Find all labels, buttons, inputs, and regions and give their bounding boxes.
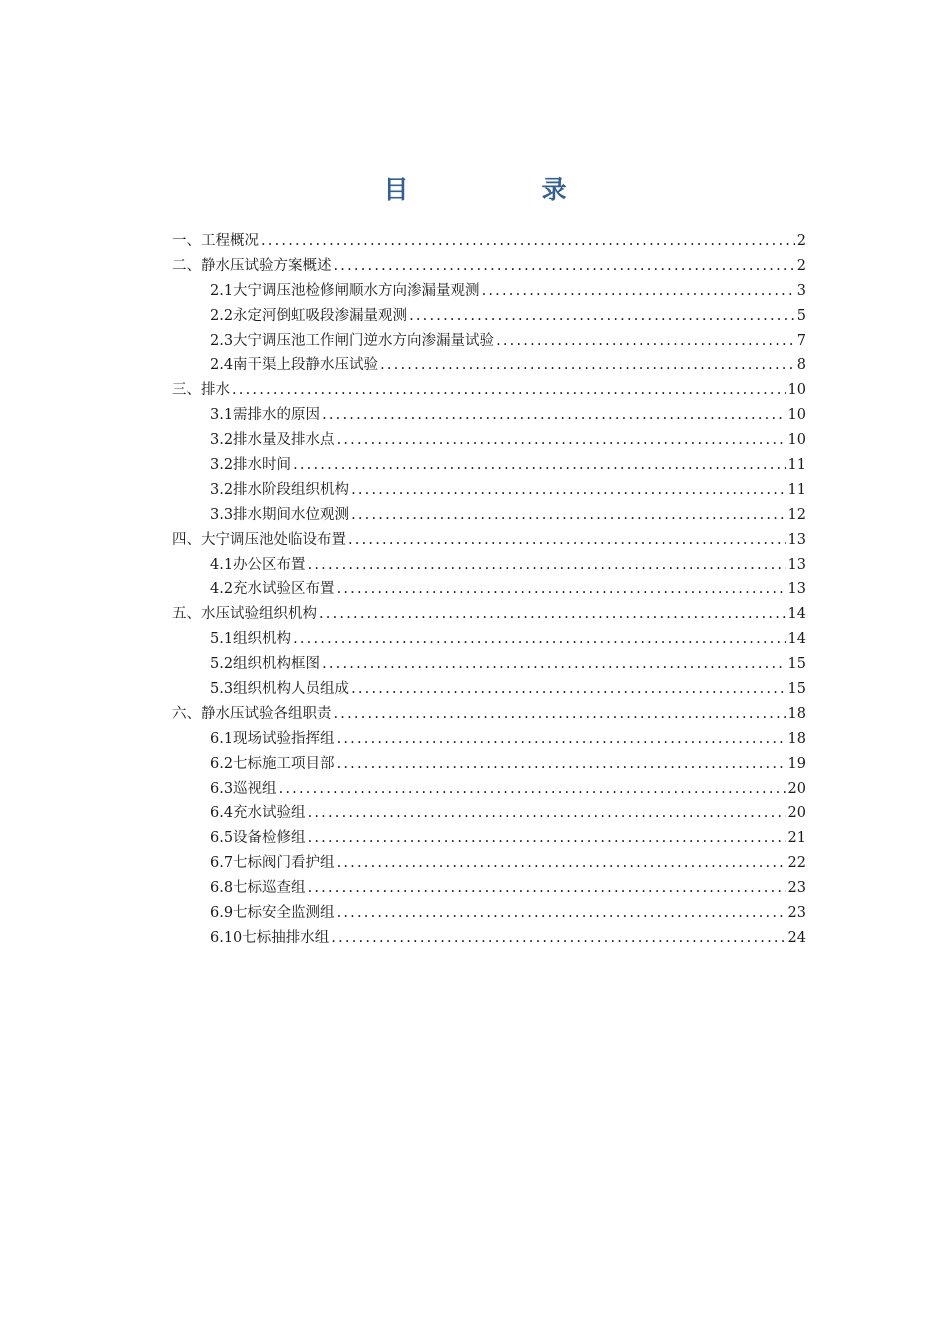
toc-dot-leader: [308, 876, 786, 901]
toc-entry-label: 3.2排水量及排水点: [210, 432, 335, 449]
toc-entry-label: 三、排水: [172, 382, 230, 399]
toc-dot-leader: [496, 329, 795, 354]
toc-entry[interactable]: [172, 353, 806, 378]
toc-entry-label: 2.1大宁调压池检修闸顺水方向渗漏量观测: [210, 282, 480, 299]
toc-dot-leader: [348, 528, 786, 553]
toc-entry-page-number: 2: [796, 233, 806, 249]
toc-entry[interactable]: [172, 801, 806, 826]
toc-entry[interactable]: [172, 851, 806, 876]
toc-dot-leader: [337, 752, 786, 777]
toc-entry-label: 4.1办公区布置: [210, 556, 306, 573]
toc-entry[interactable]: [172, 403, 806, 428]
toc-dot-leader: [337, 577, 786, 602]
toc-entry-page-number: 18: [787, 730, 806, 747]
toc-entry-label: 5.3组织机构人员组成: [210, 681, 350, 698]
toc-dot-leader: [331, 926, 785, 951]
toc-entry[interactable]: [172, 428, 806, 453]
toc-dot-leader: [334, 254, 795, 279]
toc-entry-page-number: 20: [787, 780, 806, 797]
toc-entry-label: 2.2永定河倒虹吸段渗漏量观测: [210, 307, 408, 324]
toc-entry-page-number: 23: [787, 880, 806, 897]
toc-dot-leader: [261, 229, 795, 254]
toc-entry[interactable]: [172, 503, 806, 528]
toc-entry-page-number: 8: [796, 357, 806, 374]
toc-entry[interactable]: [172, 478, 806, 503]
toc-dot-leader: [319, 602, 786, 627]
toc-entry-label: 2.3大宁调压池工作闸门逆水方向渗漏量试验: [210, 332, 495, 349]
toc-entry[interactable]: [172, 826, 806, 851]
toc-dot-leader: [351, 503, 785, 528]
toc-entry[interactable]: [172, 677, 806, 702]
toc-dot-leader: [334, 702, 786, 727]
toc-entry-page-number: 14: [787, 631, 806, 648]
toc-entry[interactable]: [172, 602, 806, 627]
toc-entry-label: 3.2排水阶段组织机构: [210, 481, 350, 498]
toc-entry-page-number: 13: [787, 581, 806, 598]
toc-entry-label: 4.2充水试验区布置: [210, 581, 335, 598]
toc-entry-label: 5.2组织机构框图: [210, 656, 321, 673]
toc-entry-page-number: 14: [787, 606, 806, 623]
toc-entry[interactable]: [172, 279, 806, 304]
toc-dot-leader: [380, 353, 795, 378]
toc-entry-page-number: 23: [787, 905, 806, 922]
toc-entry-page-number: 5: [796, 307, 806, 324]
toc-entry-label: 6.7七标阀门看护组: [210, 855, 335, 872]
toc-dot-leader: [293, 627, 785, 652]
toc-dot-leader: [482, 279, 795, 304]
toc-entry-page-number: 18: [787, 705, 806, 722]
toc-entry-label: 5.1组织机构: [210, 631, 292, 648]
toc-entry[interactable]: [172, 627, 806, 652]
toc-entry-page-number: 15: [787, 681, 806, 698]
toc-dot-leader: [308, 553, 786, 578]
toc-dot-leader: [322, 403, 785, 428]
toc-entry-label: 3.2排水时间: [210, 457, 292, 474]
toc-dot-leader: [337, 727, 786, 752]
toc-entry-label: 6.1现场试验指挥组: [210, 730, 335, 747]
toc-dot-leader: [351, 677, 785, 702]
toc-dot-leader: [308, 801, 786, 826]
toc-entry[interactable]: [172, 702, 806, 727]
toc-entry[interactable]: [172, 777, 806, 802]
toc-dot-leader: [322, 652, 785, 677]
toc-entry-label: 3.1需排水的原因: [210, 407, 321, 424]
toc-entry[interactable]: [172, 926, 806, 951]
toc-entry-page-number: 13: [787, 556, 806, 573]
toc-entry[interactable]: [172, 329, 806, 354]
toc-dot-leader: [279, 777, 786, 802]
toc-entry-page-number: 11: [787, 457, 806, 474]
toc-entry-page-number: 10: [787, 407, 806, 424]
toc-entry-page-number: 10: [787, 382, 806, 399]
toc-entry-page-number: 11: [787, 481, 806, 498]
toc-entry-label: 6.2七标施工项目部: [210, 755, 335, 772]
toc-entry[interactable]: [172, 727, 806, 752]
toc-entry-label: 6.10七标抽排水组: [210, 929, 330, 946]
toc-entry-label: 二、静水压试验方案概述: [172, 257, 332, 274]
toc-dot-leader: [293, 453, 785, 478]
toc-entry[interactable]: [172, 752, 806, 777]
toc-entry-label: 6.8七标巡查组: [210, 880, 306, 897]
toc-entry-label: 6.4充水试验组: [210, 805, 306, 822]
toc-entry-label: 6.5设备检修组: [210, 830, 306, 847]
toc-entry[interactable]: [172, 254, 806, 279]
toc-entry-page-number: 13: [787, 531, 806, 548]
toc-entry[interactable]: [172, 453, 806, 478]
toc-entry-page-number: 21: [787, 830, 806, 847]
toc-entry[interactable]: [172, 876, 806, 901]
toc-entry[interactable]: [172, 577, 806, 602]
toc-entry-page-number: 3: [796, 282, 806, 299]
toc-entry[interactable]: [172, 304, 806, 329]
toc-entry[interactable]: [172, 378, 806, 403]
toc-entry[interactable]: [172, 901, 806, 926]
toc-entry-label: 2.4南干渠上段静水压试验: [210, 357, 379, 374]
toc-entry-label: 6.3巡视组: [210, 780, 277, 797]
toc-dot-leader: [337, 901, 786, 926]
toc-dot-leader: [337, 851, 786, 876]
toc-entry-label: 3.3排水期间水位观测: [210, 506, 350, 523]
toc-entry-label: 6.9七标安全监测组: [210, 905, 335, 922]
toc-entry-page-number: 2: [796, 257, 806, 274]
toc-entry[interactable]: [172, 652, 806, 677]
toc-dot-leader: [351, 478, 785, 503]
toc-entry-page-number: 24: [787, 929, 806, 946]
toc-entry-page-number: 12: [787, 506, 806, 523]
toc-entry-page-number: 15: [787, 656, 806, 673]
toc-entry-page-number: 19: [787, 755, 806, 772]
toc-entry-page-number: 20: [787, 805, 806, 822]
toc-dot-leader: [232, 378, 786, 403]
toc-dot-leader: [308, 826, 786, 851]
toc-entry-page-number: 7: [796, 332, 806, 349]
table-of-contents: [172, 229, 806, 951]
toc-entry-page-number: 22: [787, 855, 806, 872]
toc-entry-label: 四、大宁调压池处临设布置: [172, 531, 346, 548]
toc-entry-page-number: 10: [787, 432, 806, 449]
toc-dot-leader: [337, 428, 786, 453]
toc-dot-leader: [409, 304, 795, 329]
toc-entry-label: 一、工程概况: [172, 233, 259, 249]
toc-entry-label: 五、水压试验组织机构: [172, 606, 317, 623]
toc-entry[interactable]: [172, 553, 806, 578]
toc-title: 目 录: [383, 175, 621, 204]
toc-entry-label: 六、静水压试验各组职责: [172, 705, 332, 722]
toc-entry[interactable]: [172, 229, 806, 254]
toc-entry[interactable]: [172, 528, 806, 553]
